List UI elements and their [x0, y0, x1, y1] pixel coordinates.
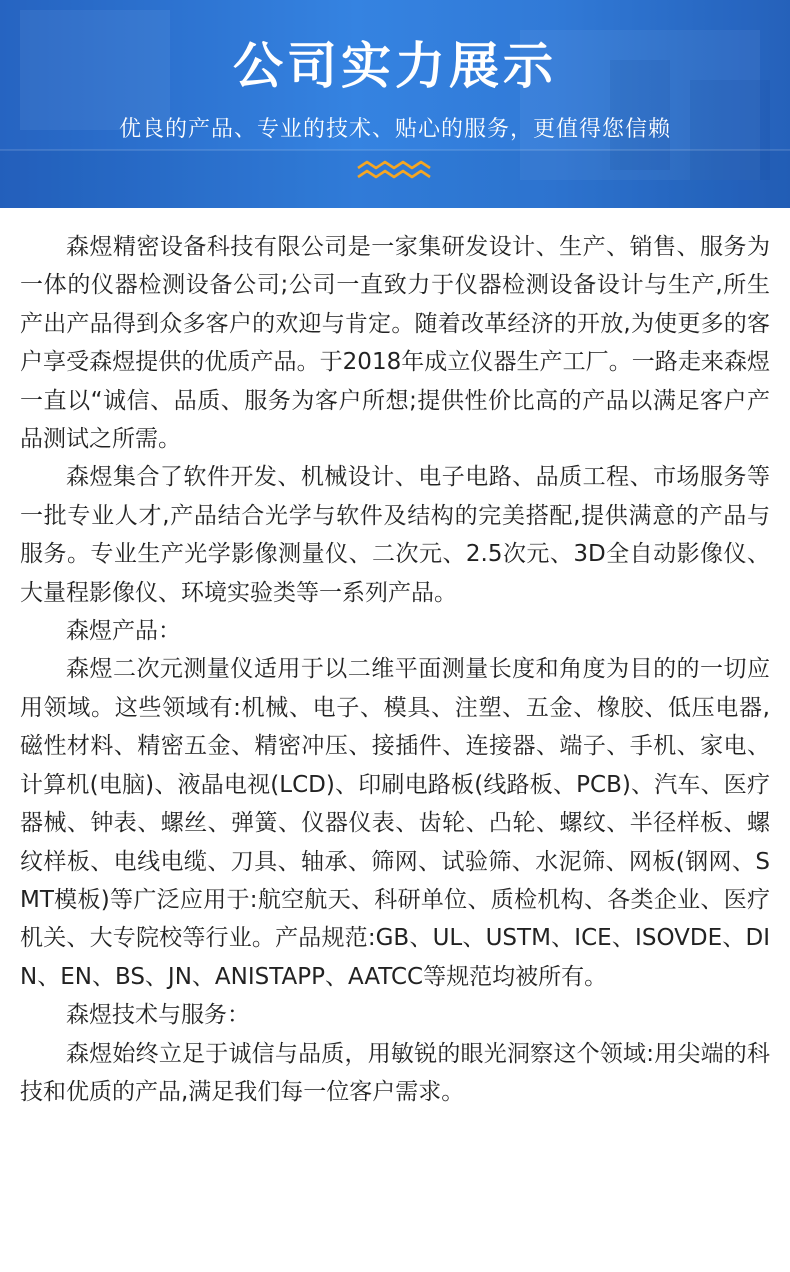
company-intro — [0, 228, 790, 1111]
products-paragraph: 森煜二次元测量仪适用于以二维平面测量长度和角度为目的的一切应用领域。这些领域有:机械、电子、模具、注塑、五金、橡胶、低压电器,磁性材料、精密五金、精密冲压、接插件、连接器、端子、手机、家电、计算机(电脑)、液晶电视(LCD)、印刷电路板(线路板、PCB)、汽车、医疗器械、钟表、螺丝、弹簧、仪器仪表、齿轮、凸轮、螺纹、半径样板、螺纹样板、电线电缆、刀具、轴承、筛网、试验筛、水泥筛、网板(钢网、SMT模板)等广泛应用于:航空航天、科研单位、质检机构、各类企业、医疗机关、大专院校等行业。产品规范:GB、UL、USTM、ICE、ISOVDE、DIN、EN、BS、JN、ANISTAPP、AATCC等规范均被所有。 — [20, 656, 770, 990]
banner — [0, 0, 790, 208]
services-paragraph: 森煜始终立足于诚信与品质，用敏锐的眼光洞察这个领域:用尖端的科技和优质的产品,满足我们每一位客户需求。 — [20, 1040, 770, 1105]
page-subtitle: 优良的产品、专业的技术、贴心的服务，更值得您信赖 — [118, 117, 671, 142]
team-paragraph: 森煜集合了软件开发、机械设计、电子电路、品质工程、市场服务等一批专业人才,产品结合光学与软件及结构的完美搭配,提供满意的产品与服务。专业生产光学影像测量仪、二次元、2.5次元、3D全自动影像仪、大量程影像仪、环境实验类等一系列产品。 — [20, 464, 770, 606]
products-heading: 森煜产品： — [66, 618, 181, 645]
wave-icon — [356, 160, 434, 180]
intro-paragraph: 森煜精密设备科技有限公司是一家集研发设计、生产、销售、服务为一体的仪器检测设备公司;公司一直致力于仪器检测设备设计与生产,所生产出产品得到众多客户的欢迎与肯定。随着改革经济的开放,为使更多的客户享受森煜提供的优质产品。于2018年成立仪器生产工厂。一路走来森煜一直以“诚信、品质、服务为客户所想;提供性价比高的产品以满足客户产品测试之所需。 — [20, 234, 770, 453]
page-title: 公司实力展示 — [233, 37, 557, 95]
services-heading: 森煜技术与服务： — [66, 1002, 250, 1029]
